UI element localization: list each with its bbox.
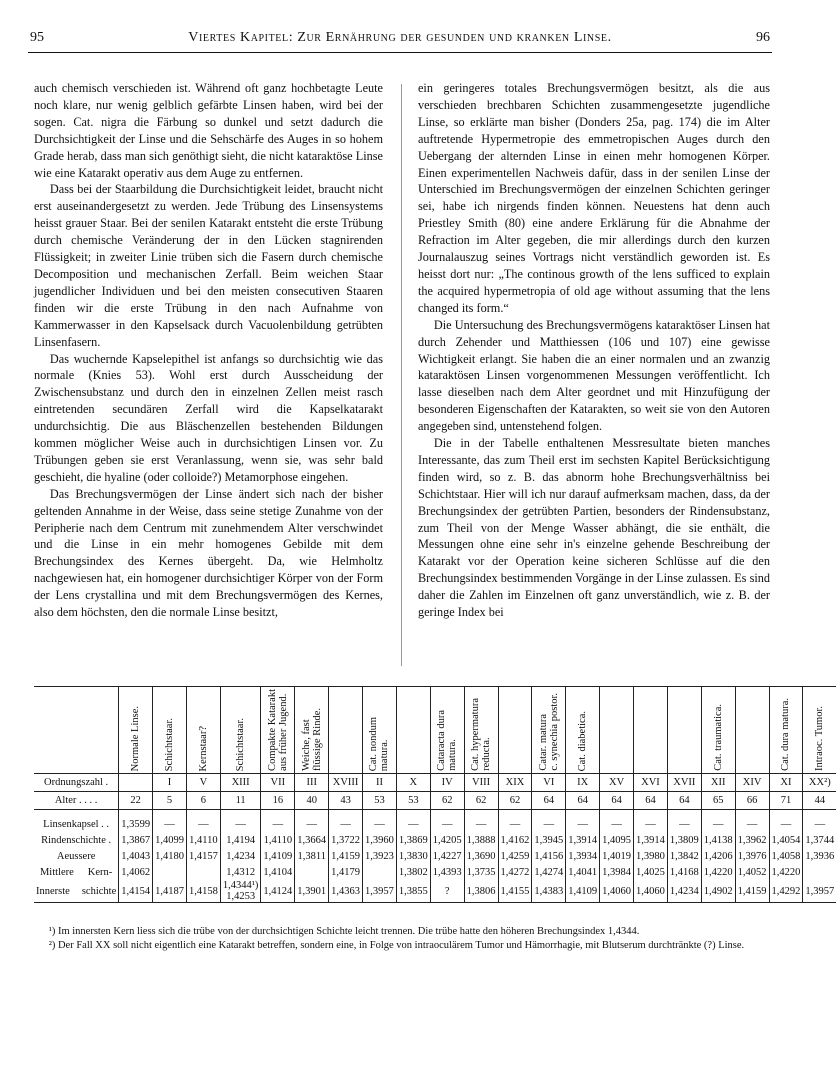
column-header [363, 687, 397, 774]
alter-row [34, 792, 836, 810]
row-label [34, 810, 119, 833]
value-cell: 1,4058 [769, 848, 803, 864]
row-label [34, 832, 119, 848]
column-header-label: Compakte Katarakt aus früher Jugend. [266, 689, 289, 771]
value-cell: 1,4156 [532, 848, 566, 864]
value-cell: 1,3914 [634, 832, 668, 848]
value-cell: 1,4902 [701, 880, 735, 903]
value-cell: 1,4109 [566, 880, 600, 903]
value-cell: 1,3735 [464, 864, 498, 880]
value-cell: 1,3664 [295, 832, 329, 848]
value-cell: 1,4154 [119, 880, 153, 903]
value-cell: 1,3901 [295, 880, 329, 903]
value-cell: 1,3962 [735, 832, 769, 848]
value-cell: 1,3830 [396, 848, 430, 864]
column-divider [401, 84, 402, 666]
value-cell: 1,4168 [667, 864, 701, 880]
value-cell: 1,3722 [329, 832, 363, 848]
ordnungszahl-cell: XI [769, 774, 803, 792]
value-cell: 1,4259 [498, 848, 532, 864]
alter-cell: 64 [667, 792, 701, 810]
value-cell: 1,3809 [667, 832, 701, 848]
value-cell [153, 864, 187, 880]
value-cell: 1,4272 [498, 864, 532, 880]
row-label: Alter . . . . [34, 792, 119, 810]
alter-cell: 64 [600, 792, 634, 810]
column-header [634, 687, 668, 774]
value-cell: — [261, 810, 295, 833]
row-label: Ordnungszahl . [34, 774, 119, 792]
value-cell: 1,4206 [701, 848, 735, 864]
alter-cell: 53 [363, 792, 397, 810]
alter-cell: 40 [295, 792, 329, 810]
value-cell: 1,4205 [430, 832, 464, 848]
page-number-left: 95 [30, 30, 44, 45]
alter-cell: 53 [396, 792, 430, 810]
ordnungszahl-cell: XVIII [329, 774, 363, 792]
column-header-label: Weiche, fast flüssige Rinde. [300, 708, 323, 771]
ordnungszahl-cell: XII [701, 774, 735, 792]
column-header [769, 687, 803, 774]
ordnungszahl-cell: XIX [498, 774, 532, 792]
column-header-label: Cat. traumatica. [712, 704, 724, 771]
value-cell: 1,3802 [396, 864, 430, 880]
right-column [418, 80, 770, 621]
alter-cell: 5 [153, 792, 187, 810]
column-header [735, 687, 769, 774]
value-cell: 1,4159 [329, 848, 363, 864]
column-header [295, 687, 329, 774]
left-column [34, 80, 383, 621]
ordnungszahl-cell: VIII [464, 774, 498, 792]
paragraph: Das Brechungsvermögen der Linse ändert sich nach der bisher geltenden Annahme in der Weise, dass seine stetige Zunahme von der Peripherie nach dem Centrum mit zunehmendem Alter verschwindet und die Linse in ein mehr homogenes Gebilde mit dem Brechungsindex des Kernes übergeht. Da, wie Helmholtz nachgewiesen hat, ein homogener durchsichtiger Körper von der Form der Lens crystallina und mit dem Brechungsvermögen des Kernes, also dem höchsten, den die normale Linse besitzt, [34, 486, 383, 620]
page-number-right: 96 [756, 30, 770, 45]
value-cell: 1,4043 [119, 848, 153, 864]
paragraph: Dass bei der Staarbildung die Durchsichtigkeit leidet, braucht nicht erst auseinandergesetzt zu werden. Jede Trübung des Linsensystems heisst grauer Staar. Bei der senilen Katarakt entsteht die erste Trübung durch chemische Veränderung der in den Lücken stagnirenden Flüssigkeit; in zweiter Linie trüben sich die Fasern durch chemische Decomposition und mechanischen Zerfall. Beim weichen Staar jugendlicher Individuen und bei den meisten consecutiven Staaren finden wir die erste Trübung in den nach Aufnahme von Kammerwasser in den Kapselsack durch Vacuolenbildung getrübten Linsenfasern. [34, 182, 383, 349]
alter-cell: 16 [261, 792, 295, 810]
value-cell: 1,3869 [396, 832, 430, 848]
row-label-text: Aeussere [56, 850, 96, 862]
row-label [34, 864, 119, 880]
value-cell [295, 864, 329, 880]
table-row [34, 880, 836, 903]
column-header-label: Schichtstaar. [164, 717, 176, 771]
column-header [220, 687, 261, 774]
row-label [34, 848, 119, 864]
value-cell: 1,4393 [430, 864, 464, 880]
value-cell: 1,4104 [261, 864, 295, 880]
value-cell: 1,4220 [769, 864, 803, 880]
value-cell: — [396, 810, 430, 833]
alter-cell: 64 [566, 792, 600, 810]
value-cell: 1,4138 [701, 832, 735, 848]
value-cell: 1,3976 [735, 848, 769, 864]
running-title: Viertes Kapitel: Zur Ernährung der gesunden und kranken Linse. [188, 30, 612, 45]
ordnungszahl-cell: III [295, 774, 329, 792]
column-header [396, 687, 430, 774]
value-cell: 1,4220 [701, 864, 735, 880]
alter-cell: 6 [186, 792, 220, 810]
column-header [261, 687, 295, 774]
value-cell: 1,3888 [464, 832, 498, 848]
value-cell: 1,3936 [803, 848, 836, 864]
paragraph: Das wuchernde Kapselepithel ist anfangs so durchsichtig wie das normale (Knies 53). Wohl erst durch Ausscheidung der Zwischensubstanz und durch den in einzelnen Zellen meist rasch eintretenden secundären Zerfall wird die Kapselkatarakt undurchsichtig. Die aus Bläschenzellen bestehenden Bildungen kommen möglicher Weise auch in durchsichtigen Linsen vor. Zu Trübungen geben sie erst Veranlassung, wenn sie, was sehr bald geschieht, die hyaline (oder colloide?) Metamorphose eingehen. [34, 351, 383, 484]
value-cell: 1,3806 [464, 880, 498, 903]
column-header [119, 687, 153, 774]
value-cell: — [769, 810, 803, 833]
column-header-label: Kernstaar? [197, 725, 209, 771]
value-cell: ? [430, 880, 464, 903]
column-header [701, 687, 735, 774]
value-cell: 1,4274 [532, 864, 566, 880]
value-cell: 1,3960 [363, 832, 397, 848]
value-cell: — [566, 810, 600, 833]
value-cell: 1,4180 [153, 848, 187, 864]
ordnungszahl-cell: XVII [667, 774, 701, 792]
value-cell: 1,4060 [634, 880, 668, 903]
alter-cell: 62 [430, 792, 464, 810]
value-cell [803, 864, 836, 880]
ordnungszahl-cell: I [153, 774, 187, 792]
ordnungszahl-cell: XIV [735, 774, 769, 792]
alter-cell: 64 [532, 792, 566, 810]
value-cell: 1,4054 [769, 832, 803, 848]
value-cell: — [186, 810, 220, 833]
value-cell: — [735, 810, 769, 833]
ordnungszahl-row [34, 774, 836, 792]
row-label-text: Mittlere [39, 866, 74, 878]
value-cell: 1,4234 [667, 880, 701, 903]
row-label [34, 880, 119, 903]
column-header-label: Cat. hypermatura reducta. [470, 698, 493, 771]
ordnungszahl-cell: XIII [220, 774, 261, 792]
value-cell: — [329, 810, 363, 833]
value-cell: 1,4227 [430, 848, 464, 864]
value-cell: 1,4194 [220, 832, 261, 848]
column-header [803, 687, 836, 774]
value-cell: 1,4124 [261, 880, 295, 903]
value-cell: — [464, 810, 498, 833]
value-cell: 1,4019 [600, 848, 634, 864]
paragraph: ein geringeres totales Brechungsvermögen besitzt, als die aus verschieden brechbaren Schichten zusammengesetzte jugendliche Linse, so erklärte man bisher (Donders 25a, pag. 174) die im Alter auftretende Hypermetropie des emmetropischen Auges durch den Uebergang der alternden Linse in einen mehr homogenen Körper. Einen experimentellen Nachweis dafür, dass in der senilen Linse der Unterschied im Brechungsvermögen der einzelnen Schichten geringer sei, habe ich nirgends finden können. Neuestens hat denn auch Priestley Smith (80) eine andere Erklärung für die Abnahme der Refraction im Alter gegeben, die mir allerdings durch den kurzen Journalauszug seines Vortrags nicht verständlich geworden ist. Es heisst dort nur: „The continous growth of the lens sufficed to explain the acquired hypermetropia of old age without assuming that the lens changed its form.“ [418, 81, 770, 315]
value-cell: 1,4162 [498, 832, 532, 848]
refraction-table [34, 686, 835, 903]
ordnungszahl-cell: IX [566, 774, 600, 792]
value-cell: 1,4110 [261, 832, 295, 848]
alter-cell: 62 [498, 792, 532, 810]
value-cell: — [634, 810, 668, 833]
alter-cell: 11 [220, 792, 261, 810]
table-header-row [34, 687, 836, 774]
ordnungszahl-cell: V [186, 774, 220, 792]
table-row [34, 832, 836, 848]
value-cell: 1,4312 [220, 864, 261, 880]
ordnungszahl-cell: IV [430, 774, 464, 792]
value-cell: 1,4052 [735, 864, 769, 880]
value-cell: 1,3957 [363, 880, 397, 903]
footnote: ²) Der Fall XX soll nicht eigentlich eine Katarakt betreffen, sondern eine, in Folge von intraoculärem Tumor und Hämorrhagie, mit Blutserum durchtränkte (?) Linse. [48, 940, 745, 951]
table-corner [34, 687, 119, 774]
kern-label: Kern- [87, 866, 113, 878]
column-header-label: Cat. dura matura. [780, 698, 792, 771]
value-cell: 1,4062 [119, 864, 153, 880]
column-header [498, 687, 532, 774]
value-cell: — [430, 810, 464, 833]
value-cell: — [803, 810, 836, 833]
value-cell: — [600, 810, 634, 833]
ordnungszahl-cell: VII [261, 774, 295, 792]
column-header [329, 687, 363, 774]
value-cell: 1,3984 [600, 864, 634, 880]
alter-cell: 43 [329, 792, 363, 810]
value-cell: 1,4187 [153, 880, 187, 903]
value-cell: 1,3744 [803, 832, 836, 848]
column-header-label: Catar. matura c. synechia postor. [537, 693, 560, 771]
value-cell: 1,4292 [769, 880, 803, 903]
column-header [566, 687, 600, 774]
value-cell: 1,4234 [220, 848, 261, 864]
value-cell: 1,4109 [261, 848, 295, 864]
value-cell: 1,4025 [634, 864, 668, 880]
column-header [430, 687, 464, 774]
paragraph: auch chemisch verschieden ist. Während oft ganz hochbetagte Leute noch klare, nur wenig gelblich gefärbte Linsen haben, wird bei der sogen. Cat. nigra die Färbung so dunkel und setzt dadurch die Durchsichtigkeit der Linse und die Sehschärfe des Auges in so hohem Grade herab, dass man sich genöthigt sieht, die nicht kataraktöse Linse wie eine Katarakt operativ aus dem Auge zu entfernen. [34, 81, 383, 180]
column-header-label: Cat. diabetica. [577, 710, 589, 771]
ordnungszahl-cell: XVI [634, 774, 668, 792]
value-cell: — [667, 810, 701, 833]
ordnungszahl-cell [119, 774, 153, 792]
value-cell: — [532, 810, 566, 833]
alter-cell: 66 [735, 792, 769, 810]
value-cell: — [153, 810, 187, 833]
table-body [34, 810, 836, 903]
value-cell: — [498, 810, 532, 833]
alter-cell: 64 [634, 792, 668, 810]
value-cell: 1,4383 [532, 880, 566, 903]
row-label-text: Innerste [36, 885, 70, 897]
column-header [667, 687, 701, 774]
column-header-label: Intraoc. Tumor. [814, 705, 826, 771]
alter-cell: 22 [119, 792, 153, 810]
ordnungszahl-cell: XV [600, 774, 634, 792]
value-cell: — [363, 810, 397, 833]
value-cell [186, 864, 220, 880]
table-row [34, 848, 836, 864]
value-cell: 1,3923 [363, 848, 397, 864]
table-row [34, 864, 836, 880]
value-cell: 1,4099 [153, 832, 187, 848]
value-cell: 1,3914 [566, 832, 600, 848]
column-header [600, 687, 634, 774]
row-label-text: Linsenkapsel . . [43, 818, 110, 830]
ordnungszahl-cell: XX²) [803, 774, 836, 792]
column-header-label: Cataracta dura matura. [436, 710, 459, 771]
value-cell: 1,3811 [295, 848, 329, 864]
column-header-label: Normale Linse. [130, 705, 142, 771]
value-cell: 1,4155 [498, 880, 532, 903]
value-cell: — [295, 810, 329, 833]
value-cell: — [220, 810, 261, 833]
column-header [532, 687, 566, 774]
column-header [464, 687, 498, 774]
value-cell: 1,4060 [600, 880, 634, 903]
footnotes [34, 925, 782, 953]
alter-cell: 62 [464, 792, 498, 810]
value-cell: 1,3599 [119, 810, 153, 833]
page-header [28, 26, 772, 53]
footnote: ¹) Im innersten Kern liess sich die trübe von der durchsichtigen Schichte leicht trennen. Die trübe hatte den höheren Brechungsindex 1,4344. [48, 926, 640, 937]
column-header [186, 687, 220, 774]
value-cell: 1,3690 [464, 848, 498, 864]
ordnungszahl-cell: X [396, 774, 430, 792]
value-cell [363, 864, 397, 880]
value-cell: 1,3945 [532, 832, 566, 848]
value-cell: 1,4041 [566, 864, 600, 880]
value-cell: — [701, 810, 735, 833]
column-header-label: Cat. nondum matura. [368, 716, 391, 771]
value-cell: 1,4095 [600, 832, 634, 848]
kern-label-2: schichte [81, 885, 117, 897]
value-cell: 1,4157 [186, 848, 220, 864]
value-cell: 1,4363 [329, 880, 363, 903]
alter-cell: 65 [701, 792, 735, 810]
value-cell: 1,4344¹) 1,4253 [220, 880, 261, 903]
table-row [34, 810, 836, 833]
value-cell: 1,3934 [566, 848, 600, 864]
alter-cell: 71 [769, 792, 803, 810]
alter-cell: 44 [803, 792, 836, 810]
column-header-label: Schichtstaar. [235, 717, 247, 771]
value-cell: 1,3842 [667, 848, 701, 864]
ordnungszahl-cell: VI [532, 774, 566, 792]
value-cell: 1,4159 [735, 880, 769, 903]
value-cell: 1,4110 [186, 832, 220, 848]
value-cell: 1,3980 [634, 848, 668, 864]
value-cell: 1,3867 [119, 832, 153, 848]
paragraph: Die in der Tabelle enthaltenen Messresultate bieten manches Interessante, das zum Theil erst im sechsten Kapitel Berücksichtigung finden wird, so z. B. das abnorm hohe Brechungsverhältniss bei Schichtstaar. Hier will ich nur darauf aufmerksam machen, dass, da der Brechungsindex der getrübten Partien, besonders der Rindensubstanz, zum Theil von der Menge Wasser abhängt, die sie enthält, die Messungen ohne eine sehr in's einzelne gehende Beschreibung der Katarakt vor der Operation keine sicheren Schlüsse auf die den Brechungsindex bestimmenden Vorgänge in der Linse zulassen. Es sind daher die Zahlen im Einzelnen oft ganz unverständlich, wie z. B. der geringe Index bei [418, 436, 770, 620]
row-label-text: Rindenschichte . [41, 834, 112, 846]
value-cell: 1,4158 [186, 880, 220, 903]
value-cell: 1,3855 [396, 880, 430, 903]
column-header [153, 687, 187, 774]
value-cell: 1,4179 [329, 864, 363, 880]
value-cell: 1,3957 [803, 880, 836, 903]
paragraph: Die Untersuchung des Brechungsvermögens kataraktöser Linsen hat durch Zehender und Matthiessen (106 und 107) eine gewisse Wichtigkeit erlangt. Sie haben die an einer normalen und an zwanzig kataraktösen Linsen vorgenommenen Messungen veröffentlicht. Ich lasse dieselben nach dem Alter geordnet und mit Hinzufügung der besonderen Eigenschaften der Katarakten, so weit sie von den Autoren angegeben sind, untenstehend folgen. [418, 317, 770, 434]
ordnungszahl-cell: II [363, 774, 397, 792]
